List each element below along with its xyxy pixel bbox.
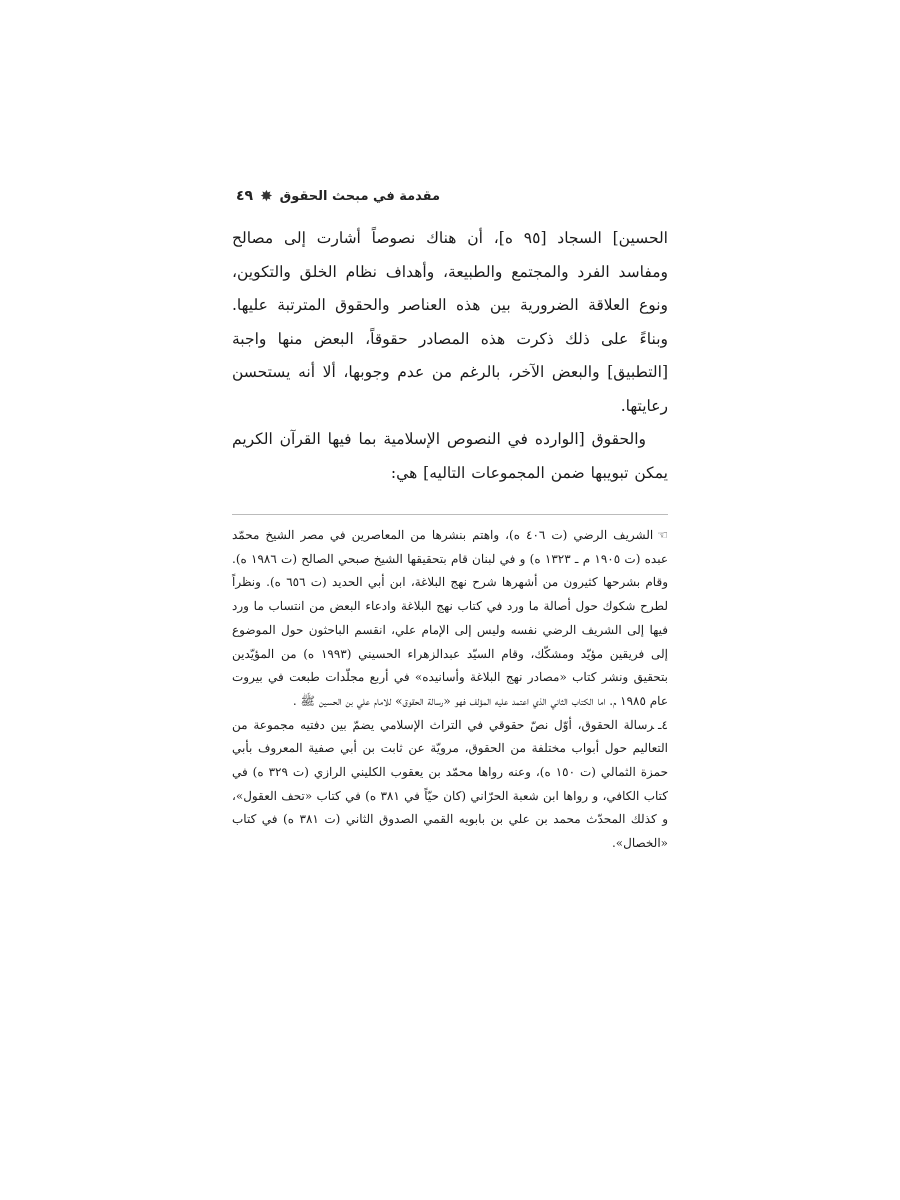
footnotes-section <box>232 524 668 856</box>
main-text <box>232 222 668 490</box>
flower-ornament-icon: ✸ <box>260 187 273 205</box>
body-paragraph: والحقوق [الوارده في النصوص الإسلامية بما فيها القرآن الكريم يمكن تبويبها ضمن المجموعات التاليه] هي: <box>232 430 668 482</box>
footnote <box>232 714 668 856</box>
footnote-text: الشريف الرضي (ت ٤٠٦ ه)، واهتم بنشرها من المعاصرين في مصر الشيخ محمّد عبده (ت ١٩٠٥ م ـ ١٣٢٣ ه) و في لبنان قام بتحقيقها الشيخ صبحي الصالح (ت ١٩٨٦ ه). وقام بشرحها كثيرون من أشهرها شرح نهج البلاغة، ابن أبي الحديد (ت ٦٥٦ ه). ونظراً لطرح شكوك حول أصالة ما ورد في كتاب نهج البلاغة وادعاء البعض من انتساب ما ورد فيها إلى الشريف الرضي نفسه وليس إلى الإمام علي، انقسم الباحثون حول الموضوع إلى فريقين مؤيّد ومشكّك، وقام السيّد عبدالزهراء الحسيني (١٩٩٣ ه) من المؤيّدين بتحقيق ونشر كتاب «مصادر نهج البلاغة وأسانيده» في أربع مجلّدات طبعت في بيروت عام ١٩٨٥ م. اما الكتاب الثاني الذي اعتمد عليه المؤلف فهو «رسالة الحقوق» للامام علي بن الحسين ﷺ . <box>232 528 669 708</box>
book-page <box>232 0 668 1200</box>
footnote-number: ٤ـ <box>658 717 668 732</box>
footnote-text: رسالة الحقوق، أوّل نصّ حقوقي في التراث الإسلامي يضمّ بين دفتيه مجموعة من التعاليم حول أبواب مختلفة من الحقوق، مرويّة عن ثابت بن أبي صفية المعروف بأبي حمزة الثمالي (ت ١٥٠ ه)، وعنه رواها محمّد بن يعقوب الكليني الرازي (ت ٣٢٩ ه) في كتاب الكافي، و رواها ابن شعبة الحرّاني (كان حيّاً في ٣٨١ ه) في كتاب «تحف العقول»، و كذلك المحدّث محمد بن علي بن بابويه القمي الصدوق الثاني (ت ٣٨١ ه) في كتاب «الخصال». <box>232 717 669 851</box>
page-number: ٤٩ <box>236 188 254 204</box>
footnote-divider <box>232 514 668 515</box>
chapter-title: مقدمة في مبحث الحقوق <box>279 188 441 204</box>
footnote <box>232 524 668 714</box>
pointing-hand-icon: ☜ <box>657 528 668 542</box>
body-paragraph: الحسين] السجاد [٩٥ ه]، أن هناك نصوصاً أشارت إلى مصالح ومفاسد الفرد والمجتمع والطبيعة، وأهداف نظام الخلق والتكوين، ونوع العلاقة الضرورية بين هذه العناصر والحقوق المترتبة عليها. وبناءً على ذلك ذكرت هذه المصادر حقوقاً، البعض منها واجبة [التطبيق] والبعض الآخر، بالرغم من عدم وجوبها، ألا أنه يستحسن رعايتها. <box>232 229 668 415</box>
running-header <box>232 184 668 208</box>
